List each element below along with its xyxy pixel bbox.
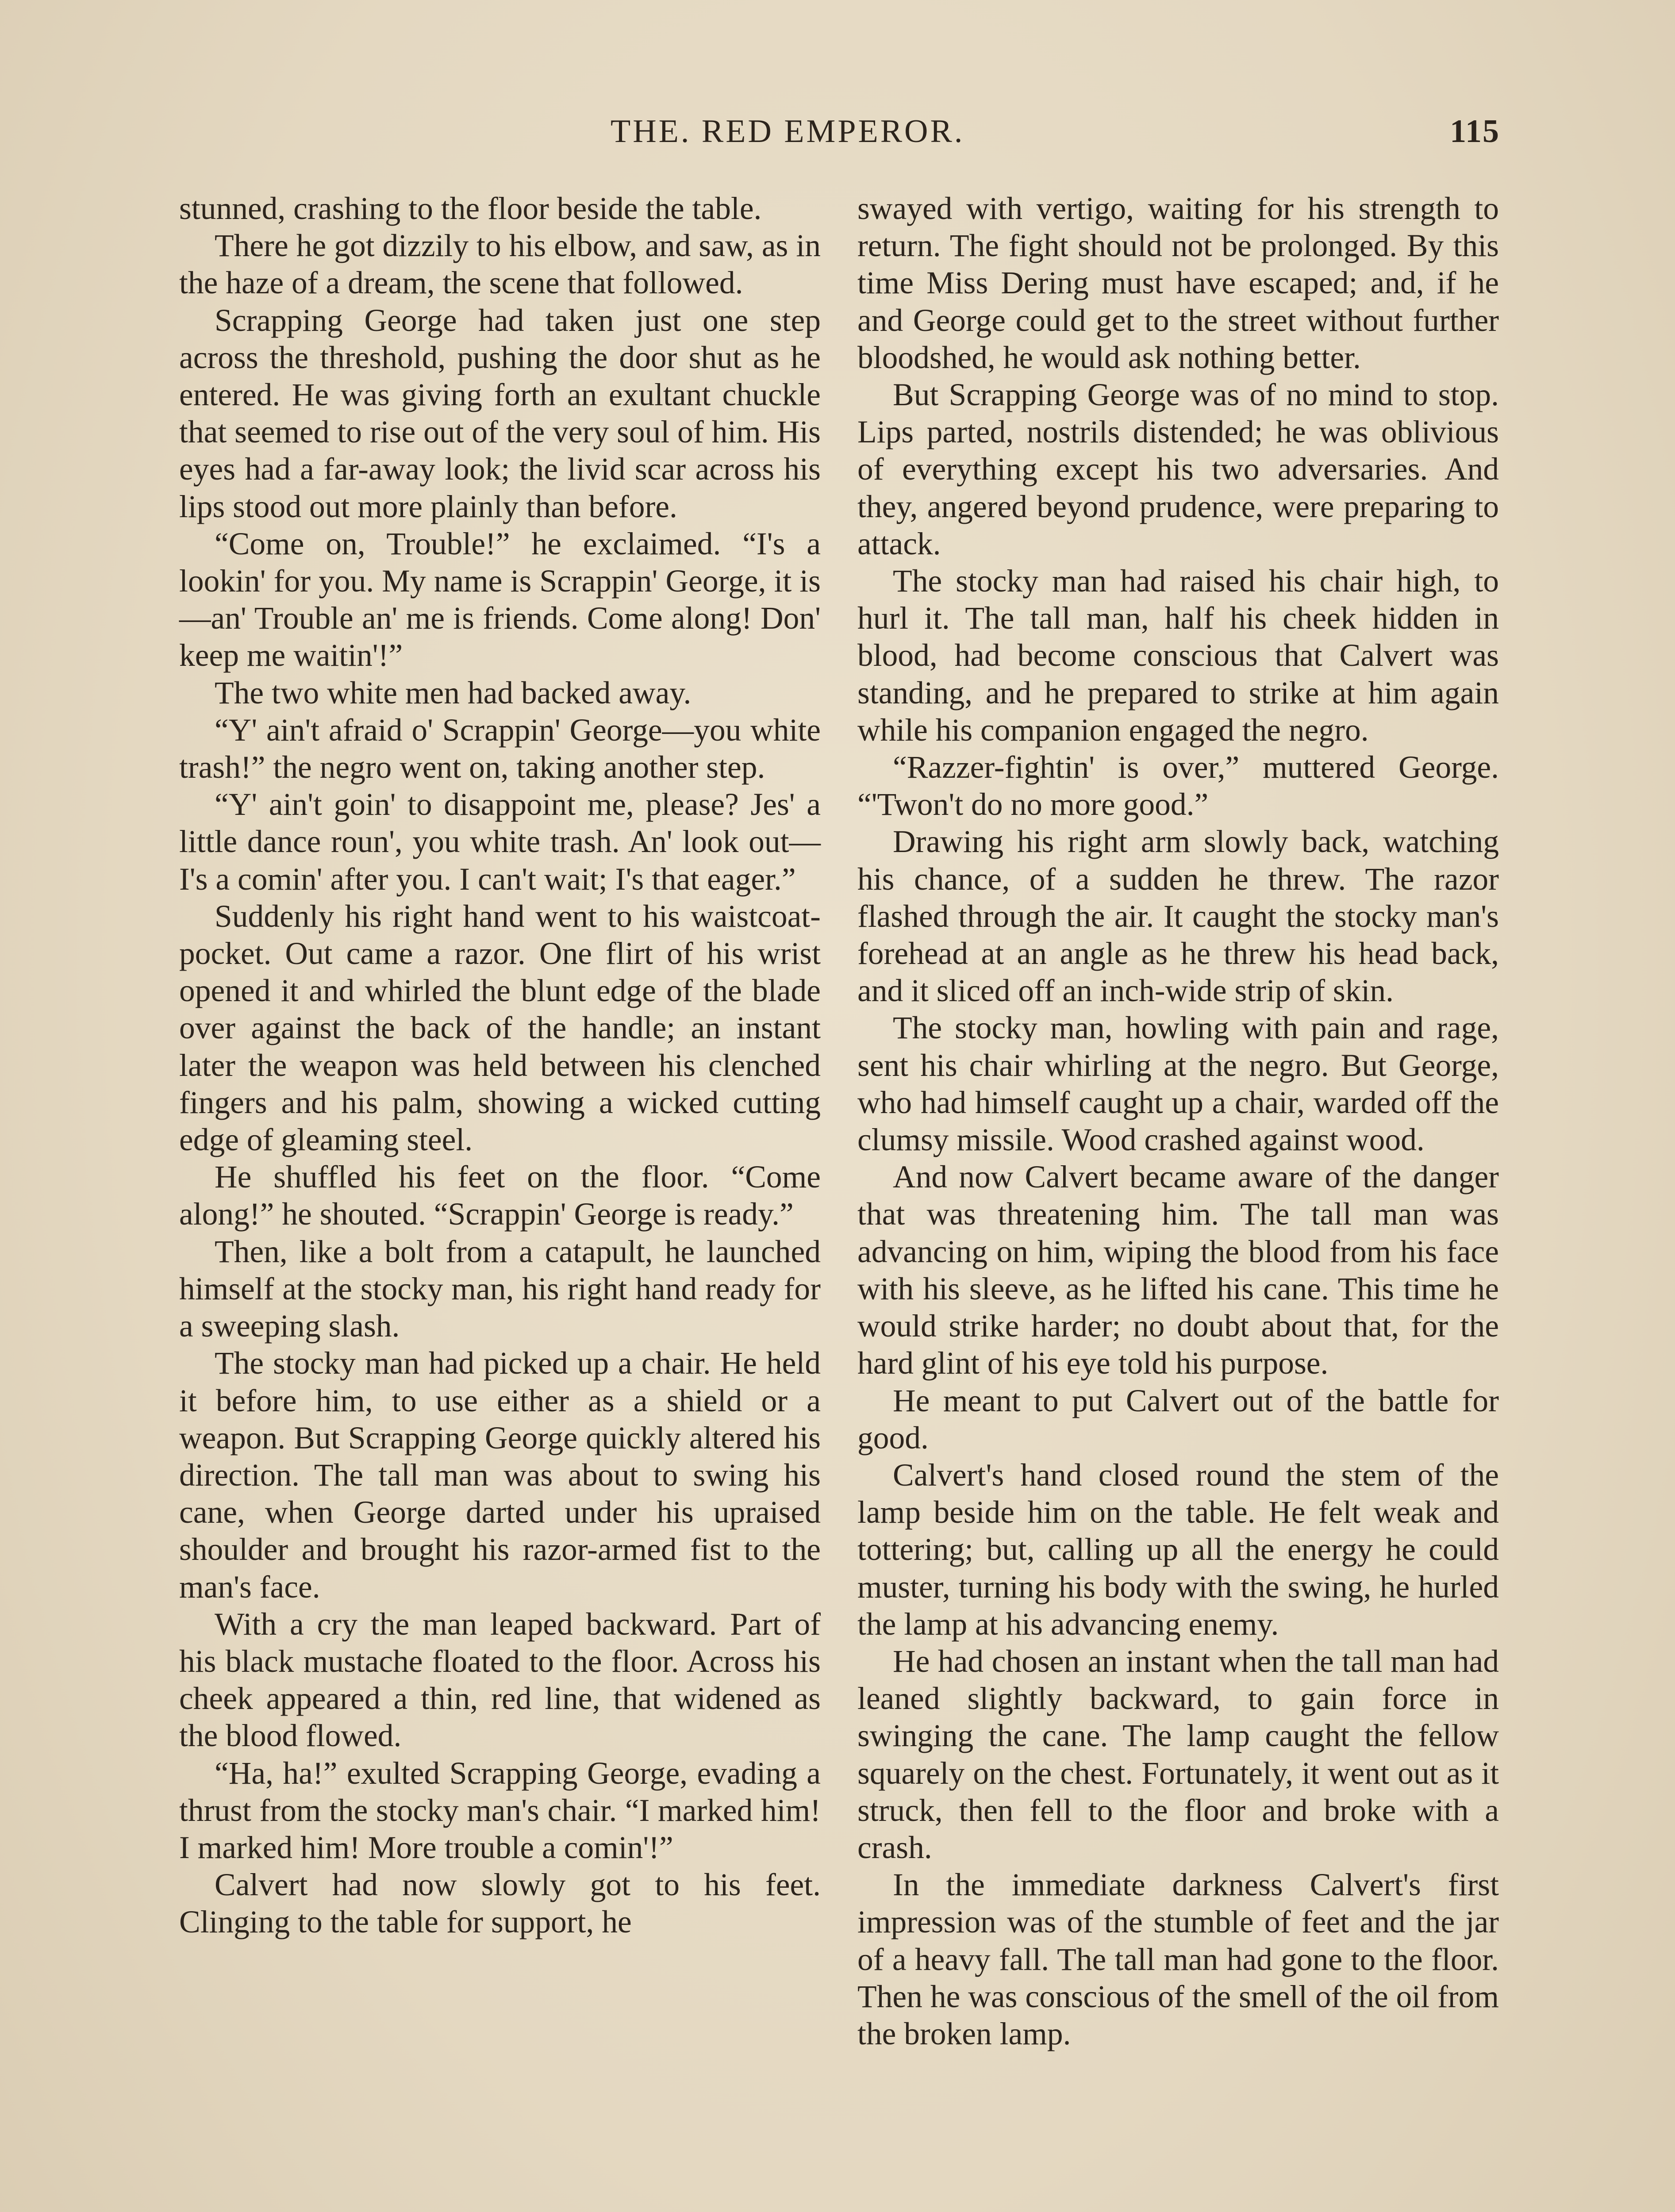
paragraph: The stocky man had raised his chair high, to hurl it. The tall man, half his cheek hidden in blood, had become conscious that Calvert was standing, and he prepared to strike at him again while his companion engaged the negro.	[857, 564, 1499, 748]
paragraph: stunned, crashing to the floor beside the table.	[179, 191, 762, 226]
paragraph: He had chosen an instant when the tall man had leaned slightly backward, to gain force in swinging the cane. The lamp caught the fellow squarely on the chest. Fortunately, it went out as it struck, then fell to the floor and broke with a crash.	[857, 1644, 1499, 1865]
paragraph: He shuffled his feet on the floor. “Come along!” he shouted. “Scrappin' George is ready.”	[179, 1160, 821, 1232]
paragraph: Drawing his right arm slowly back, watching his chance, of a sudden he threw. The razor flashed through the air. It caught the stocky man's forehead at an angle as he threw his head back, and it sliced off an inch-wide strip of skin.	[857, 824, 1499, 1009]
paragraph: The stocky man had picked up a chair. He held it before him, to use either as a shield or a weapon. But Scrapping George quickly altered his direction. The tall man was about to swing his cane, when George darted under his upraised shoulder and brought his razor-armed fist to the man's face.	[179, 1346, 821, 1605]
running-title: THE. RED EMPEROR.	[611, 113, 965, 150]
paragraph: Calvert's hand closed round the stem of the lamp beside him on the table. He felt weak and tottering; but, calling up all the energy he could muster, turning his body with the swing, he hurled the lamp at his advancing enemy.	[857, 1457, 1499, 1642]
paragraph: In the immediate darkness Calvert's first impression was of the stumble of feet and the jar of a heavy fall. The tall man had gone to the floor. Then he was conscious of the smell of the oil from the broken lamp.	[857, 1867, 1499, 2051]
paragraph: Scrapping George had taken just one step across the threshold, pushing the door shut as he entered. He was giving forth an exultant chuckle that seemed to rise out of the very soul of him. His eyes had a far-away look; the livid scar across his lips stood out more plainly than before.	[179, 303, 821, 524]
paragraph: “Y' ain't goin' to disappoint me, please? Jes' a little dance roun', you white trash. An' look out—I's a comin' after you. I can't wait; I's that eager.”	[179, 787, 821, 897]
left-text-column	[179, 190, 821, 1941]
page-number: 115	[1450, 113, 1500, 150]
paragraph: Then, like a bolt from a catapult, he launched himself at the stocky man, his right hand ready for a sweeping slash.	[179, 1234, 821, 1344]
paragraph: Suddenly his right hand went to his waistcoat-pocket. Out came a razor. One flirt of his wrist opened it and whirled the blunt edge of the blade over against the back of the handle; an instant later the weapon was held between his clenched fingers and his palm, showing a wicked cutting edge of gleaming steel.	[179, 899, 821, 1158]
paragraph: “Razzer-fightin' is over,” muttered George. “'Twon't do no more good.”	[857, 750, 1499, 822]
paragraph: But Scrapping George was of no mind to stop. Lips parted, nostrils distended; he was oblivious of everything except his two adversaries. And they, angered beyond prudence, were preparing to attack.	[857, 377, 1499, 561]
paragraph: swayed with vertigo, waiting for his strength to return. The fight should not be prolonged. By this time Miss Dering must have escaped; and, if he and George could get to the street without further bloodshed, he would ask nothing better.	[857, 191, 1499, 375]
paragraph: The two white men had backed away.	[215, 675, 692, 710]
paragraph: “Ha, ha!” exulted Scrapping George, evading a thrust from the stocky man's chair. “I marked him! I marked him! More trouble a comin'!”	[179, 1755, 821, 1865]
paragraph: “Y' ain't afraid o' Scrappin' George—you white trash!” the negro went on, taking another step.	[179, 712, 821, 785]
paragraph: There he got dizzily to his elbow, and saw, as in the haze of a dream, the scene that followed.	[179, 228, 821, 301]
paragraph: And now Calvert became aware of the danger that was threatening him. The tall man was advancing on him, wiping the blood from his face with his sleeve, as he lifted his cane. This time he would strike harder; no doubt about that, for the hard glint of his eye told his purpose.	[857, 1160, 1499, 1381]
paragraph: The stocky man, howling with pain and rage, sent his chair whirling at the negro. But George, who had himself caught up a chair, warded off the clumsy missile. Wood crashed against wood.	[857, 1010, 1499, 1158]
right-text-column	[857, 190, 1499, 2053]
paragraph: He meant to put Calvert out of the battle for good.	[857, 1383, 1499, 1455]
paragraph: “Come on, Trouble!” he exclaimed. “I's a lookin' for you. My name is Scrappin' George, it is—an' Trouble an' me is friends. Come along! Don' keep me waitin'!”	[179, 526, 821, 673]
paragraph: With a cry the man leaped backward. Part of his black mustache floated to the floor. Across his cheek appeared a thin, red line, that widened as the blood flowed.	[179, 1606, 821, 1754]
paragraph: Calvert had now slowly got to his feet. Clinging to the table for support, he	[179, 1867, 821, 1940]
